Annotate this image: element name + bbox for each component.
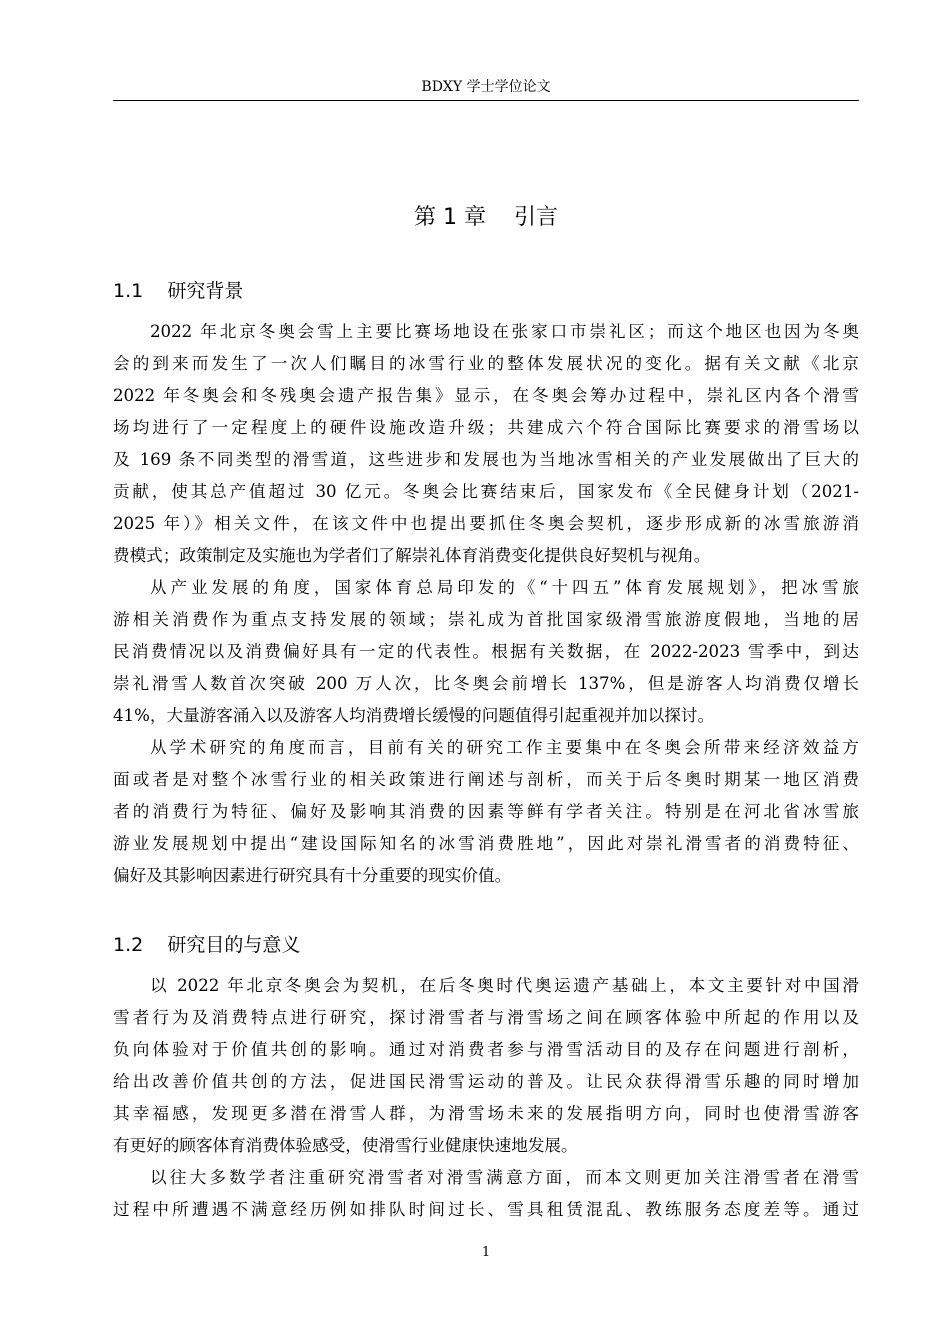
paragraph-line: 2025 年）》相关文件，在该文件中也提出要抓住冬奥会契机，逐步形成新的冰雪旅游消 xyxy=(113,514,859,533)
paragraph-line: 偏好及其影响因素进行研究具有十分重要的现实价值。 xyxy=(113,866,512,885)
paragraph-line: 有更好的顾客体育消费体验感受，使滑雪行业健康快速地发展。 xyxy=(113,1136,578,1155)
paragraph-line: 以往大多数学者注重研究滑雪者对滑雪满意方面，而本文则更加关注滑雪者在滑雪 xyxy=(150,1168,859,1187)
paragraph-line: 41%，大量游客涌入以及游客人均消费增长缓慢的问题值得引起重视并加以探讨。 xyxy=(113,706,715,725)
paragraph-line: 过程中所遭遇不满意经历例如排队时间过长、雪具租赁混乱、教练服务态度差等。通过 xyxy=(113,1200,859,1219)
paragraph-line: 者的消费行为特征、偏好及影响其消费的因素等鲜有学者关注。特别是在河北省冰雪旅 xyxy=(113,802,859,821)
paragraph-line: 其幸福感，发现更多潜在滑雪人群，为滑雪场未来的发展指明方向，同时也使滑雪游客 xyxy=(113,1104,859,1123)
paragraph-line: 2022 年冬奥会和冬残奥会遗产报告集》显示，在冬奥会筹办过程中，崇礼区内各个滑雪 xyxy=(113,386,859,405)
paragraph-line: 以 2022 年北京冬奥会为契机，在后冬奥时代奥运遗产基础上，本文主要针对中国滑 xyxy=(150,976,859,995)
paragraph-line: 雪者行为及消费特点进行研究，探讨滑雪者与滑雪场之间在顾客体验中所起的作用以及 xyxy=(113,1008,859,1027)
paragraph-line: 场均进行了一定程度上的硬件设施改造升级；共建成六个符合国际比赛要求的滑雪场以 xyxy=(113,418,859,437)
paragraph-line: 崇礼滑雪人数首次突破 200 万人次，比冬奥会前增长 137%，但是游客人均消费仅增长 xyxy=(113,674,859,693)
paragraph-line: 游业发展规划中提出“建设国际知名的冰雪消费胜地”，因此对崇礼滑雪者的消费特征、 xyxy=(113,834,859,853)
section-heading-1-1: 1.1 研究背景 xyxy=(113,280,244,302)
paragraph-line: 从学术研究的角度而言，目前有关的研究工作主要集中在冬奥会所带来经济效益方 xyxy=(150,738,859,757)
section-heading-1-2: 1.2 研究目的与意义 xyxy=(113,934,301,956)
paragraph-line: 民消费情况以及消费偏好具有一定的代表性。根据有关数据，在 2022-2023 雪季中，到达 xyxy=(113,642,859,661)
header-rule xyxy=(113,100,859,101)
page-number: 1 xyxy=(481,1245,491,1260)
running-header: BDXY 学士学位论文 xyxy=(421,79,551,95)
paragraph-line: 给出改善价值共创的方法，促进国民滑雪运动的普及。让民众获得滑雪乐趣的同时增加 xyxy=(113,1072,859,1091)
paragraph-line: 及 169 条不同类型的滑雪道，这些进步和发展也为当地冰雪相关的产业发展做出了巨大的 xyxy=(113,450,859,469)
paragraph-line: 费模式；政策制定及实施也为学者们了解崇礼体育消费变化提供良好契机与视角。 xyxy=(113,546,711,565)
chapter-title: 第 1 章 引言 xyxy=(414,205,558,230)
paragraph-line: 会的到来而发生了一次人们瞩目的冰雪行业的整体发展状况的变化。据有关文献《北京 xyxy=(113,354,859,373)
paragraph-line: 面或者是对整个冰雪行业的相关政策进行阐述与剖析，而关于后冬奥时期某一地区消费 xyxy=(113,770,859,789)
paragraph-line: 负向体验对于价值共创的影响。通过对消费者参与滑雪活动目的及存在问题进行剖析， xyxy=(113,1040,859,1059)
paragraph-line: 游相关消费作为重点支持发展的领域；崇礼成为首批国家级滑雪旅游度假地，当地的居 xyxy=(113,610,859,629)
paragraph-line: 2022 年北京冬奥会雪上主要比赛场地设在张家口市崇礼区；而这个地区也因为冬奥 xyxy=(150,322,859,341)
paragraph-line: 贡献，使其总产值超过 30 亿元。冬奥会比赛结束后，国家发布《全民健身计划（2021- xyxy=(113,482,859,501)
paragraph-line: 从产业发展的角度，国家体育总局印发的《“十四五”体育发展规划》，把冰雪旅 xyxy=(150,578,859,597)
